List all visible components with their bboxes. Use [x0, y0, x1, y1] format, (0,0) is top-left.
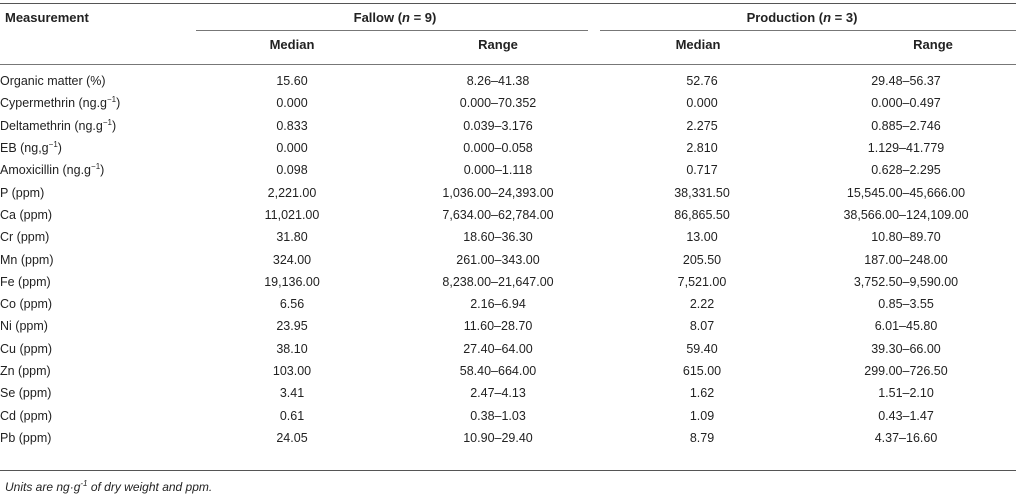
production-range-header: Range — [913, 37, 953, 52]
production-range-cell: 4.37–16.60 — [874, 430, 938, 445]
measurement-cell: P (ppm) — [0, 185, 45, 200]
fallow-group-rule — [196, 30, 588, 31]
fallow-median-cell: 15.60 — [276, 74, 308, 89]
fallow-range-cell: 11.60–28.70 — [463, 319, 533, 334]
production-range-cell: 39.30–66.00 — [871, 341, 941, 356]
measurement-cell: Ni (ppm) — [0, 319, 48, 334]
fallow-median-cell: 38.10 — [276, 341, 308, 356]
table-row — [0, 427, 1016, 449]
production-range-cell: 3,752.50–9,590.00 — [853, 274, 959, 289]
production-median-cell: 205.50 — [682, 252, 722, 267]
measurement-cell: EB $(ng,g^{-1})$ — [0, 139, 62, 156]
production-median-cell: 8.07 — [689, 319, 715, 334]
fallow-median-cell: 3.41 — [279, 386, 305, 401]
production-range-cell: 0.000–0.497 — [871, 96, 941, 111]
production-median-cell: 7,521.00 — [677, 274, 727, 289]
table-top-rule — [0, 3, 1016, 4]
production-group-rule — [600, 30, 1016, 31]
table-row — [0, 181, 1016, 203]
production-range-cell: 38,566.00–124,109.00 — [843, 207, 969, 222]
fallow-median-cell: 0.833 — [276, 118, 308, 133]
production-median-cell: 13.00 — [686, 230, 718, 245]
data-table — [0, 70, 1016, 449]
measurement-cell: Cd (ppm) — [0, 408, 53, 423]
measurement-cell: Zn (ppm) — [0, 364, 51, 378]
production-range-cell: 15,545.00–45,666.00 — [846, 185, 966, 200]
measurement-cell: Mn (ppm) — [0, 252, 54, 267]
header-rule — [0, 64, 1016, 65]
fallow-range-cell: 1,036.00–24,393.00 — [442, 185, 554, 200]
fallow-range-cell: 0.000–0.058 — [463, 141, 533, 156]
measurement-cell: Co (ppm) — [0, 297, 53, 312]
measurement-cell: Deltamethrin $(ng.g^{-1})$ — [0, 117, 117, 133]
table-row — [0, 137, 1016, 159]
table-row — [0, 338, 1016, 360]
measurement-cell: Fe (ppm) — [0, 274, 51, 289]
measurement-cell: Ca (ppm) — [0, 207, 53, 222]
production-median-cell: 0.000 — [686, 96, 718, 111]
fallow-median-cell: 0.61 — [279, 408, 305, 423]
table-row — [0, 204, 1016, 226]
production-range-cell: 10.80–89.70 — [871, 230, 941, 245]
production-median-cell: 615.00 — [682, 364, 722, 378]
table-row — [0, 404, 1016, 426]
production-range-cell: 1.129–41.779 — [867, 141, 945, 156]
table-row — [0, 159, 1016, 181]
fallow-range-cell: 18.60–36.30 — [463, 230, 533, 245]
fallow-range-cell: 2.16–6.94 — [470, 297, 526, 312]
fallow-range-cell: 261.00–343.00 — [456, 252, 540, 267]
fallow-median-cell: 0.098 — [276, 163, 308, 178]
production-median-cell: 0.717 — [686, 163, 718, 178]
fallow-range-header: Range — [478, 37, 518, 52]
fallow-median-cell: 0.000 — [276, 96, 308, 111]
table-bottom-rule — [0, 470, 1016, 471]
fallow-median-cell: 19,136.00 — [264, 274, 320, 289]
measurement-cell: Pb (ppm) — [0, 430, 52, 445]
production-range-cell: 29.48–56.37 — [871, 74, 941, 89]
fallow-median-cell: 324.00 — [272, 252, 312, 267]
table-row — [0, 360, 1016, 382]
fallow-range-cell: 0.000–1.118 — [463, 163, 533, 178]
production-range-cell: 0.43–1.47 — [878, 408, 934, 423]
fallow-median-cell: 31.80 — [276, 230, 308, 245]
production-median-header: Median — [675, 37, 721, 52]
fallow-median-cell: 24.05 — [276, 430, 308, 445]
table-row — [0, 382, 1016, 404]
table-row — [0, 248, 1016, 270]
production-median-cell: 2.810 — [686, 141, 718, 156]
fallow-range-cell: 8.26–41.38 — [466, 74, 530, 89]
production-range-cell: 0.85–3.55 — [878, 297, 934, 312]
table-row — [0, 92, 1016, 114]
fallow-range-cell: 2.47–4.13 — [470, 386, 526, 401]
table-row — [0, 271, 1016, 293]
fallow-range-cell: 27.40–64.00 — [463, 341, 533, 356]
table-footnote: Units are $ng\cdot g^{-1}$ of dry weight and ppm. — [5, 479, 213, 494]
fallow-median-cell: 23.95 — [276, 319, 308, 334]
fallow-median-cell: 0.000 — [276, 141, 308, 156]
measurement-header: Measurement — [5, 10, 89, 25]
measurement-cell: Se (ppm) — [0, 386, 52, 401]
production-median-cell: 8.79 — [689, 430, 715, 445]
measurement-cell: Cu (ppm) — [0, 341, 53, 356]
fallow-group-header: Fallow (n = 9) — [353, 10, 437, 25]
fallow-range-cell: 8,238.00–21,647.00 — [442, 274, 554, 289]
table-row — [0, 226, 1016, 248]
measurement-cell: Amoxicillin $(ng.g^{-1})$ — [0, 162, 105, 178]
fallow-range-cell: 10.90–29.40 — [463, 430, 533, 445]
production-median-cell: 59.40 — [686, 341, 718, 356]
fallow-median-cell: 2,221.00 — [267, 185, 317, 200]
production-range-cell: 1.51–2.10 — [878, 386, 934, 401]
production-range-cell: 6.01–45.80 — [874, 319, 938, 334]
production-median-cell: 86,865.50 — [674, 207, 730, 222]
fallow-range-cell: 0.38–1.03 — [470, 408, 526, 423]
measurement-cell: Cypermethrin $(ng.g^{-1})$ — [0, 95, 121, 111]
fallow-range-cell: 7,634.00–62,784.00 — [442, 207, 554, 222]
table-row — [0, 115, 1016, 137]
table-row — [0, 315, 1016, 337]
data-table-body — [0, 70, 1016, 449]
fallow-median-header: Median — [269, 37, 315, 52]
production-median-cell: 1.62 — [689, 386, 715, 401]
production-range-cell: 0.628–2.295 — [871, 163, 941, 178]
measurement-cell: Cr (ppm) — [0, 230, 50, 245]
table-row — [0, 70, 1016, 92]
fallow-median-cell: 6.56 — [279, 297, 305, 312]
fallow-range-cell: 0.039–3.176 — [463, 118, 533, 133]
fallow-range-cell: 0.000–70.352 — [459, 96, 537, 111]
fallow-median-cell: 11,021.00 — [264, 207, 320, 222]
fallow-range-cell: 58.40–664.00 — [459, 364, 537, 378]
production-median-cell: 2.275 — [686, 118, 718, 133]
production-range-cell: 299.00–726.50 — [864, 364, 948, 378]
production-range-cell: 0.885–2.746 — [871, 118, 941, 133]
production-median-cell: 52.76 — [686, 74, 718, 89]
production-median-cell: 1.09 — [689, 408, 715, 423]
table-row — [0, 293, 1016, 315]
production-median-cell: 2.22 — [689, 297, 715, 312]
measurement-cell: Organic matter (%) — [0, 74, 106, 89]
production-group-header: Production (n = 3) — [746, 10, 858, 25]
production-median-cell: 38,331.50 — [674, 185, 730, 200]
fallow-median-cell: 103.00 — [272, 364, 312, 378]
production-range-cell: 187.00–248.00 — [864, 252, 948, 267]
